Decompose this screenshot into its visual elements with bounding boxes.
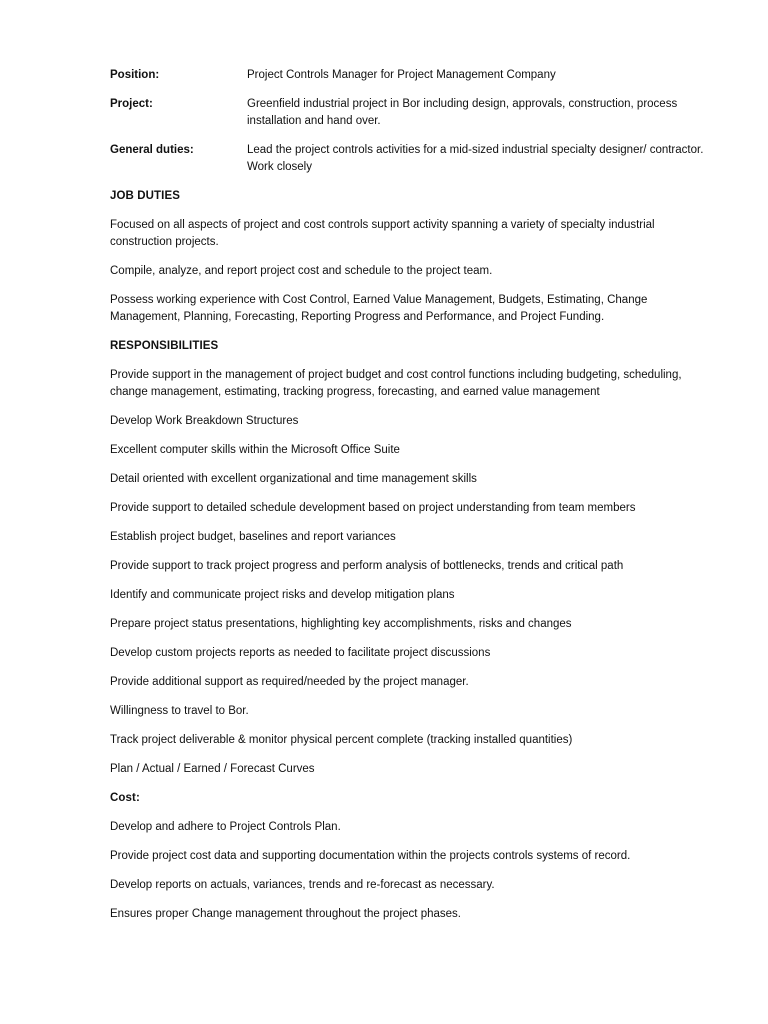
cost-item: Ensures proper Change management throughout the project phases. xyxy=(110,908,461,920)
responsibility-item: Develop Work Breakdown Structures xyxy=(110,415,299,427)
job-duty-paragraph: Focused on all aspects of project and cost controls support activity spanning a variety of specialty industrial construction projects. xyxy=(110,219,655,248)
job-duties-heading: JOB DUTIES xyxy=(110,190,181,202)
cost-item: Develop and adhere to Project Controls Plan. xyxy=(110,821,341,833)
cost-heading: Cost: xyxy=(110,792,140,804)
responsibility-item: Willingness to travel to Bor. xyxy=(110,705,249,717)
general-duties-label: General duties: xyxy=(110,144,194,156)
document-page xyxy=(110,67,710,923)
project-row xyxy=(110,96,710,130)
responsibility-item: Identify and communicate project risks and develop mitigation plans xyxy=(110,589,455,601)
responsibility-item: Provide support in the management of project budget and cost control functions including budgeting, scheduling, change management, estimating, tracking progress, forecasting, and earned value management xyxy=(110,369,682,398)
responsibility-item: Provide support to track project progress and perform analysis of bottlenecks, trends and critical path xyxy=(110,560,624,572)
responsibilities-heading: RESPONSIBILITIES xyxy=(110,340,219,352)
position-label: Position: xyxy=(110,69,160,81)
responsibility-item: Excellent computer skills within the Microsoft Office Suite xyxy=(110,444,400,456)
cost-item: Develop reports on actuals, variances, trends and re-forecast as necessary. xyxy=(110,879,495,891)
responsibility-item: Plan / Actual / Earned / Forecast Curves xyxy=(110,763,315,775)
project-label: Project: xyxy=(110,98,153,110)
project-value: Greenfield industrial project in Bor including design, approvals, construction, process installation and hand over. xyxy=(247,98,678,127)
cost-item: Provide project cost data and supporting documentation within the projects controls systems of record. xyxy=(110,850,631,862)
job-duty-paragraph: Possess working experience with Cost Control, Earned Value Management, Budgets, Estimating, Change Management, Planning, Forecasting, Reporting Progress and Performance, and Project Funding. xyxy=(110,294,648,323)
job-duty-paragraph: Compile, analyze, and report project cost and schedule to the project team. xyxy=(110,265,493,277)
position-row xyxy=(110,67,710,84)
general-duties-row xyxy=(110,142,710,176)
position-value: Project Controls Manager for Project Management Company xyxy=(247,69,556,81)
responsibility-item: Track project deliverable & monitor physical percent complete (tracking installed quantities) xyxy=(110,734,573,746)
responsibility-item: Provide additional support as required/needed by the project manager. xyxy=(110,676,469,688)
responsibility-item: Develop custom projects reports as needed to facilitate project discussions xyxy=(110,647,491,659)
responsibility-item: Provide support to detailed schedule development based on project understanding from team members xyxy=(110,502,636,514)
responsibility-item: Prepare project status presentations, highlighting key accomplishments, risks and changes xyxy=(110,618,572,630)
general-duties-value: Lead the project controls activities for a mid-sized industrial specialty designer/ contractor. Work closely xyxy=(247,144,704,173)
responsibility-item: Establish project budget, baselines and report variances xyxy=(110,531,396,543)
responsibility-item: Detail oriented with excellent organizational and time management skills xyxy=(110,473,477,485)
